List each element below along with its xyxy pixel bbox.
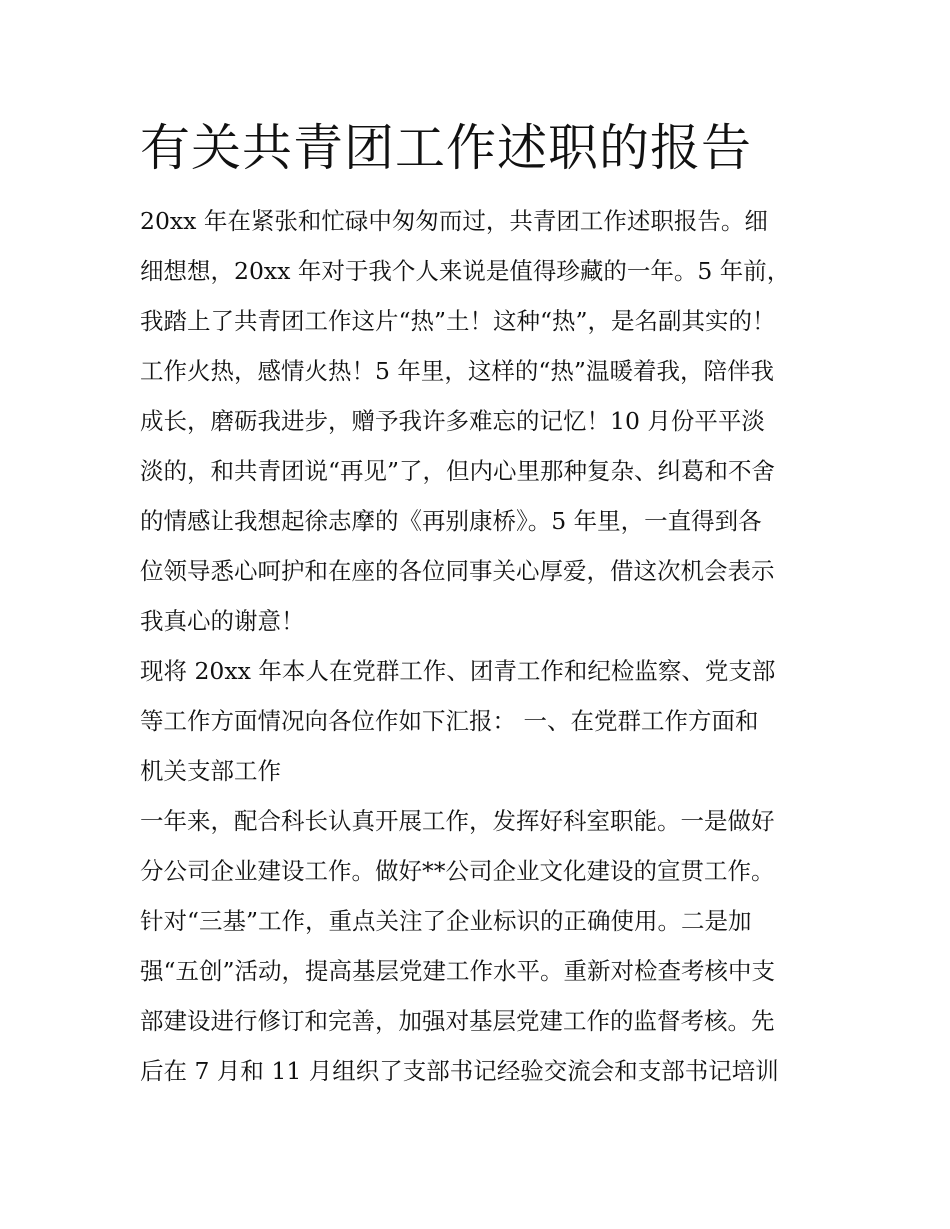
body-line: 部建设进行修订和完善，加强对基层党建工作的监督考核。先: [140, 1007, 775, 1035]
body-line: 机关支部工作: [140, 757, 281, 785]
body-line: 我踏上了共青团工作这片“热”土！这种“热”，是名副其实的！: [140, 307, 776, 335]
body-line: 分公司企业建设工作。做好**公司企业文化建设的宣贯工作。: [140, 857, 775, 885]
body-line: 20xx 年在紧张和忙碌中匆匆而过，共青团工作述职报告。细: [140, 207, 768, 235]
document-title: 有关共青团工作述职的报告: [140, 119, 752, 177]
body-line: 位领导悉心呵护和在座的各位同事关心厚爱，借这次机会表示: [140, 557, 775, 585]
body-line: 成长，磨砺我进步，赠予我许多难忘的记忆！10 月份平平淡: [140, 407, 765, 435]
body-line: 的情感让我想起徐志摩的《再别康桥》。5 年里，一直得到各: [140, 507, 762, 535]
body-line: 后在 7 月和 11 月组织了支部书记经验交流会和支部书记培训: [140, 1057, 779, 1085]
body-line: 细想想，20xx 年对于我个人来说是值得珍藏的一年。5 年前，: [140, 257, 791, 285]
body-line: 针对“三基”工作，重点关注了企业标识的正确使用。二是加: [140, 907, 752, 935]
body-line: 现将 20xx 年本人在党群工作、团青工作和纪检监察、党支部: [140, 657, 776, 685]
body-line: 淡的，和共青团说“再见”了，但内心里那种复杂、纠葛和不舍: [140, 457, 776, 485]
body-line: 工作火热，感情火热！5 年里，这样的“热”温暖着我，陪伴我: [140, 357, 774, 385]
body-line: 一年来，配合科长认真开展工作，发挥好科室职能。一是做好: [140, 807, 775, 835]
body-line: 等工作方面情况向各位作如下汇报： 一、在党群工作方面和: [140, 707, 759, 735]
body-line: 强“五创”活动，提高基层党建工作水平。重新对检查考核中支: [140, 957, 776, 985]
body-line: 我真心的谢意！: [140, 607, 305, 635]
